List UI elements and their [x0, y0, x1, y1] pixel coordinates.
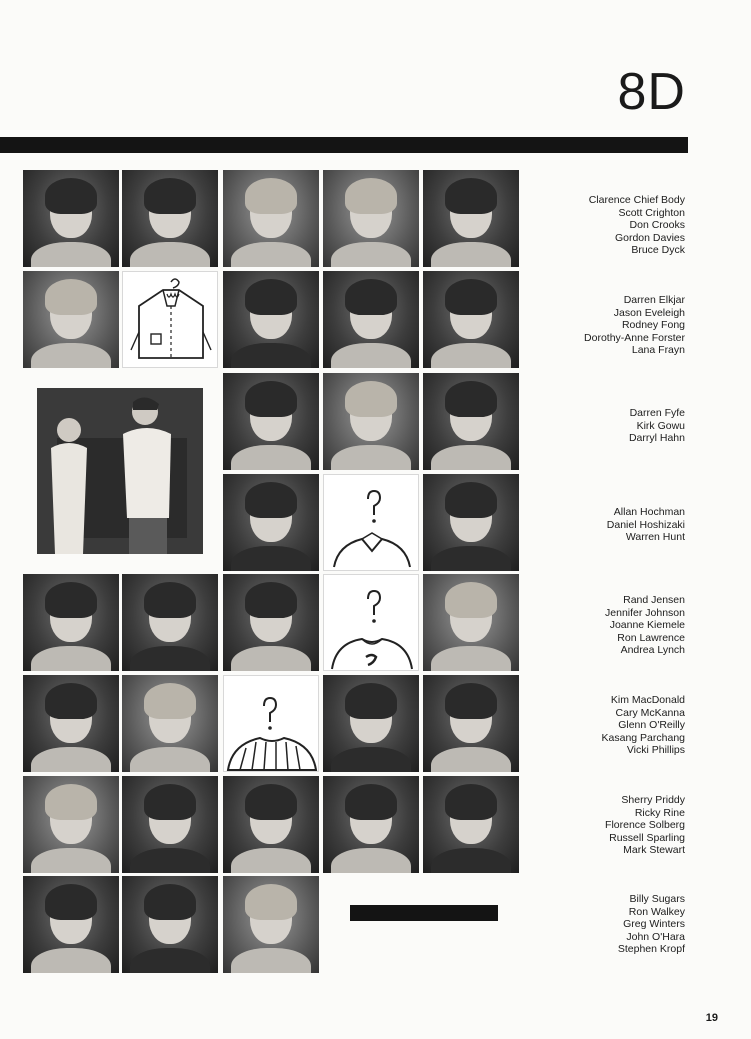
student-photo [23, 675, 119, 772]
student-name: Gordon Davies [614, 231, 685, 244]
question-mark-sweater-icon [324, 575, 420, 672]
student-name: Rand Jensen [623, 594, 685, 606]
student-photo [23, 574, 119, 671]
student-photo [423, 170, 519, 267]
names-row-5 [540, 594, 685, 657]
student-name: Ron Lawrence [617, 631, 685, 644]
student-name: Jennifer Johnson [605, 606, 685, 619]
student-name: Bruce Dyck [631, 244, 685, 256]
student-name: Kim MacDonald [610, 694, 685, 706]
names-row-7 [540, 794, 685, 857]
student-name: Vicki Phillips [626, 744, 685, 756]
student-name: Greg Winters [623, 918, 685, 930]
student-name: Dorothy-Anne Forster [584, 331, 685, 344]
student-photo [223, 271, 319, 368]
student-photo [423, 373, 519, 470]
student-photo [122, 574, 218, 671]
student-name: Darren Fyfe [629, 407, 685, 419]
student-photo [423, 574, 519, 671]
student-photo [423, 776, 519, 873]
student-photo [323, 776, 419, 873]
student-photo [323, 373, 419, 470]
shirt-on-hanger-icon [123, 272, 219, 369]
student-name: Don Crooks [629, 219, 685, 231]
student-photo [23, 876, 119, 973]
student-photo [122, 675, 218, 772]
student-name: Andrea Lynch [620, 644, 685, 656]
student-name: Sherry Priddy [621, 794, 685, 806]
names-row-2 [540, 294, 685, 357]
student-photo [23, 271, 119, 368]
names-row-3 [540, 407, 685, 445]
student-photo [122, 876, 218, 973]
student-photo [423, 474, 519, 571]
student-photo [23, 170, 119, 267]
student-name: Stephen Kropf [617, 943, 685, 955]
question-mark-collar-icon [324, 475, 420, 572]
photo-placeholder-question-mark [223, 675, 319, 772]
student-name: Ron Walkey [628, 905, 685, 918]
student-name: Kirk Gowu [636, 419, 685, 432]
names-row-1 [540, 194, 685, 257]
names-row-6 [540, 694, 685, 757]
student-photo [223, 574, 319, 671]
student-photo [223, 876, 319, 973]
student-name: Ricky Rine [634, 806, 685, 819]
names-row-4 [540, 506, 685, 544]
student-photo [323, 170, 419, 267]
student-name: Russell Sparling [609, 831, 685, 844]
student-name: Darryl Hahn [628, 432, 685, 444]
student-photo [122, 170, 218, 267]
student-photo [122, 776, 218, 873]
student-name: Cary McKanna [615, 706, 685, 719]
student-name: John O'Hara [626, 930, 685, 943]
student-name: Mark Stewart [623, 844, 685, 856]
student-photo [23, 776, 119, 873]
student-name: Billy Sugars [629, 893, 685, 905]
student-name: Scott Crighton [618, 206, 685, 219]
photo-placeholder-shirt-drawing [122, 271, 218, 368]
photo-placeholder-question-mark [323, 574, 419, 671]
student-name: Rodney Fong [621, 319, 685, 331]
student-name: Daniel Hoshizaki [606, 518, 685, 531]
student-name: Warren Hunt [625, 531, 685, 543]
student-name: Joanne Kiemele [609, 619, 685, 631]
student-photo [223, 373, 319, 470]
student-name: Kasang Parchang [601, 731, 685, 744]
student-photo [423, 271, 519, 368]
student-name: Jason Eveleigh [613, 306, 685, 319]
student-photo [223, 474, 319, 571]
candid-figures-icon [37, 388, 203, 554]
student-photo [323, 271, 419, 368]
student-name: Lana Frayn [631, 344, 685, 356]
student-photo [323, 675, 419, 772]
student-photo [223, 776, 319, 873]
names-row-8 [540, 893, 685, 956]
page-number: 19 [705, 1012, 718, 1024]
student-name: Glenn O'Reilly [618, 719, 685, 731]
student-name: Florence Solberg [605, 819, 685, 831]
student-name: Allan Hochman [613, 506, 685, 518]
photo-placeholder-question-mark [323, 474, 419, 571]
student-name: Clarence Chief Body [588, 194, 685, 206]
student-name: Darren Elkjar [623, 294, 685, 306]
student-photo [423, 675, 519, 772]
header-rule [0, 137, 688, 153]
class-title: 8D [617, 63, 686, 121]
student-photo [223, 170, 319, 267]
redaction-bar [350, 905, 498, 921]
question-mark-striped-sweater-icon [224, 676, 320, 773]
candid-photo-teacher-and-student [37, 388, 203, 554]
